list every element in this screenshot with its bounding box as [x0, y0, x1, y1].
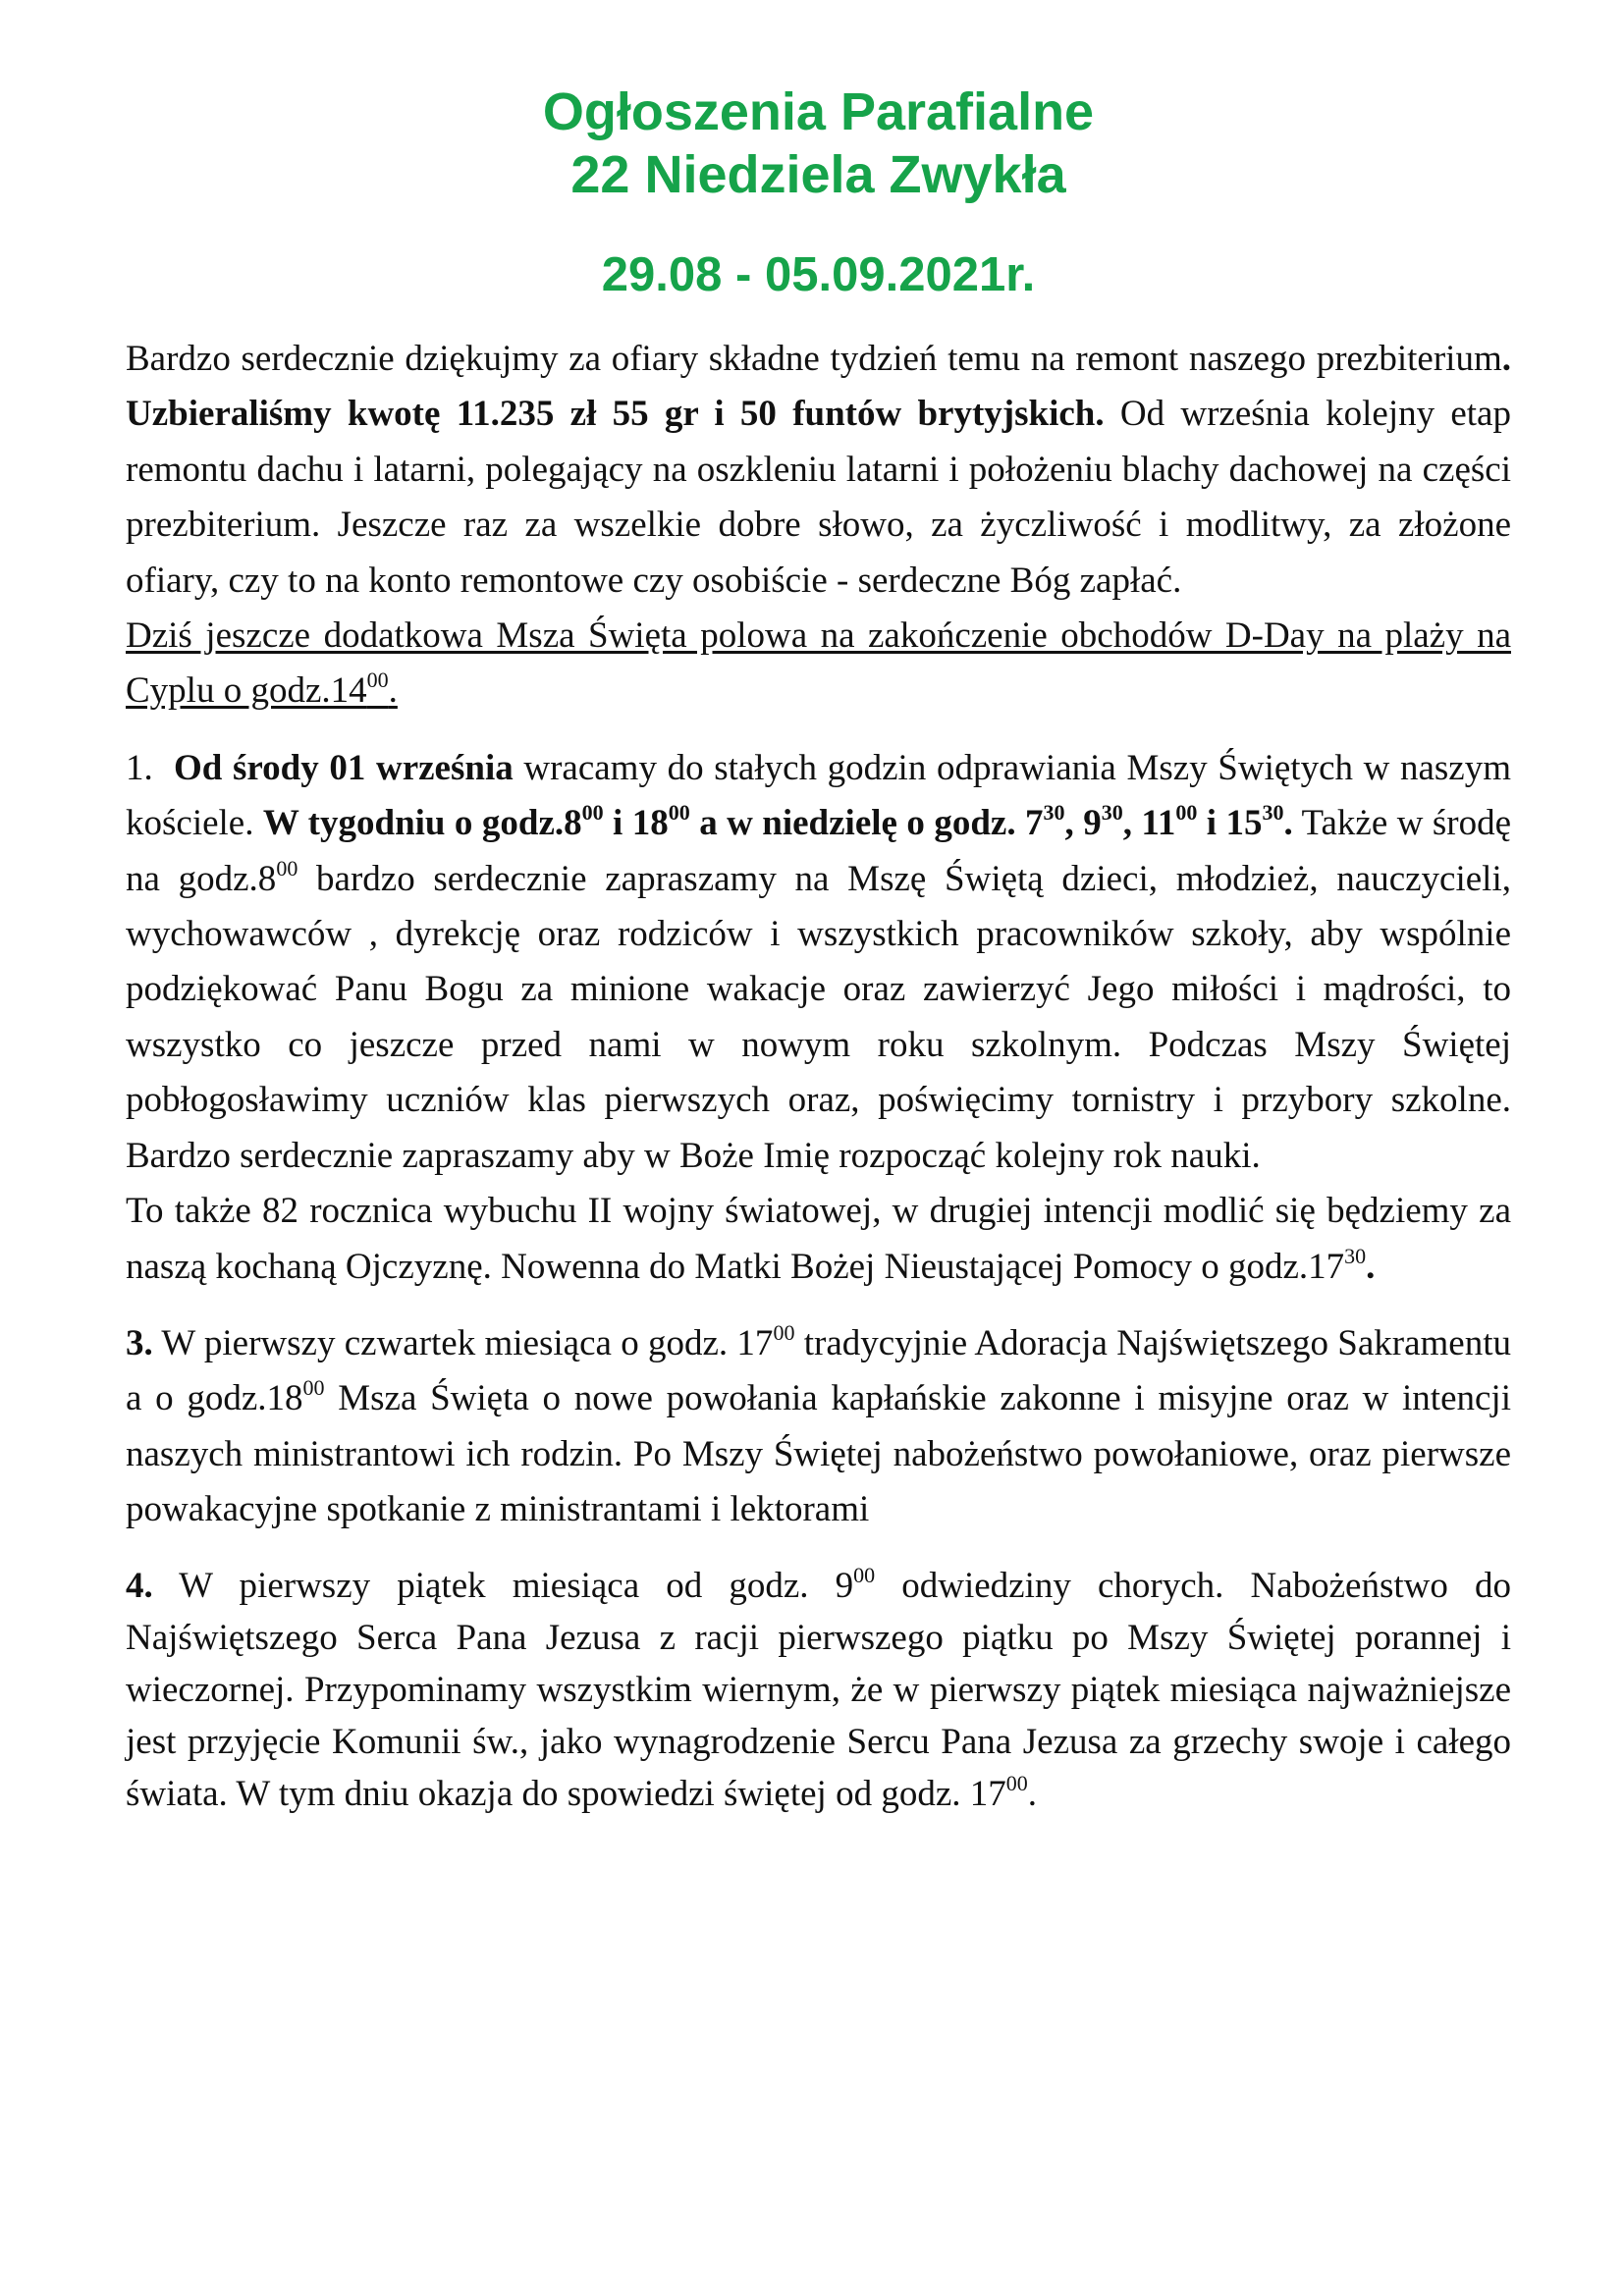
weekday-time-2: i 18 — [603, 803, 669, 844]
weekday-time-1: W tygodniu o godz.8 — [262, 803, 582, 844]
item-4-text-2: odwiedziny chorych. Nabożeństwo do Najświętszego Serca Pana Jezusa z racji pierwszego piątku po Mszy Świętej porannej i wieczornej. Przypominamy wszystkim wiernym, że w pierwszy piątek miesiąca najważniejsze jest przyjęcie Komunii św., jako wynagrodzenie Sercu Pana Jezusa za grzechy swoje i całego świata. W tym dniu okazja do spowiedzi świętej od godz. 17 — [126, 1565, 1511, 1814]
intro-text-1: Bardzo serdecznie dziękujmy za ofiary składne tydzień temu na remont naszego prezbiterium — [126, 339, 1502, 379]
page-subtitle: 22 Niedziela Zwykła — [570, 145, 1066, 204]
sup-1: 00 — [581, 800, 604, 826]
intro-text-2: Od września kolejny etap remontu dachu i latarni, polegający na oszkleniu latarni i położeniu blachy dachowej na części prezbiterium. Jeszcze raz za wszelkie dobre słowo, za życzliwość i modlitwy, za złożone ofiary, czy to na konto remontowe czy osobiście - serdeczne Bóg zapłać. — [126, 394, 1511, 601]
item-3-sup-1: 00 — [773, 1319, 795, 1345]
item-1b-sup: 30 — [1344, 1243, 1367, 1268]
intro-donation-amount: . Uzbieraliśmy kwotę 11.235 zł 55 gr i 50 funtów brytyjskich. — [126, 339, 1511, 435]
item-1-dot: . — [143, 747, 153, 788]
date-range: 29.08 - 05.09.2021r. — [601, 248, 1036, 301]
intro-paragraph — [126, 332, 1511, 609]
item-4-text-1: W pierwszy piątek miesiąca od godz. 9 — [152, 1565, 854, 1606]
mass-note-sup: 00 — [366, 667, 389, 693]
sup-4: 30 — [1101, 800, 1123, 826]
sup-6: 30 — [1262, 800, 1284, 826]
item-3-text-1: W pierwszy czwartek miesiąca o godz. 17 — [152, 1322, 774, 1363]
item-1b-text: To także 82 rocznica wybuchu II wojny światowej, w drugiej intencji modlić się będziemy za naszą kochaną Ojczyznę. Nowenna do Matki Bożej Nieustającej Pomocy o godz.17 — [126, 1191, 1511, 1287]
sup-5: 00 — [1175, 800, 1198, 826]
item-3-sup-2: 00 — [302, 1375, 325, 1401]
sup-2: 00 — [668, 800, 690, 826]
schedule-dot: . — [1283, 803, 1293, 844]
sunday-time-1: a w niedzielę o godz. 7 — [689, 803, 1044, 844]
item-4-sup-1: 00 — [853, 1562, 876, 1587]
item-1-sup-7: 00 — [276, 855, 298, 881]
sup-3: 30 — [1043, 800, 1065, 826]
item-3-number: 3. — [126, 1322, 153, 1363]
item-1-text-2: Także w środę na godz.8 — [126, 803, 1512, 899]
mass-note-paragraph — [126, 609, 1511, 720]
item-1-paragraph — [126, 741, 1511, 1184]
item-1-text-3: bardzo serdecznie zapraszamy na Mszę Świętą dzieci, młodzież, nauczycieli, wychowawców , dyrekcję oraz rodziców i wszystkich pracowników szkoły, aby wspólnie podziękować Panu Bogu za minione wakacje oraz zawierzyć Jego miłości i mądrości, to wszystko co jeszcze przed nami w nowym roku szkolnym. Podczas Mszy Świętej pobłogosławimy uczniów klas pierwszych oraz, poświęcimy tornistry i przybory szkolne. Bardzo serdecznie zapraszamy aby w Boże Imię rozpocząć kolejny rok nauki. — [126, 858, 1511, 1176]
item-3-text-3: Msza Święta o nowe powołania kapłańskie zakonne i misyjne oraz w intencji naszych ministrantowi ich rodzin. Po Mszy Świętej nabożeństwo powołaniowe, oraz pierwsze powakacyjne spotkanie z ministrantami i lektorami — [126, 1378, 1511, 1530]
mass-note-end: . — [388, 670, 398, 712]
item-3-paragraph — [126, 1316, 1511, 1538]
mass-note-text: Dziś jeszcze dodatkowa Msza Święta polowa na zakończenie obchodów D-Day na plaży na Cyplu o godz.14 — [126, 615, 1511, 712]
sunday-time-3: , 11 — [1122, 803, 1176, 844]
item-1b-paragraph — [126, 1184, 1511, 1295]
item-1-lead: Od środy 01 września — [174, 747, 514, 788]
item-1b-end: . — [1366, 1246, 1376, 1287]
item-4-sup-2: 00 — [1005, 1770, 1028, 1795]
mass-note-underlined — [126, 615, 1511, 711]
page-title: Ogłoszenia Parafialne — [542, 82, 1095, 141]
item-4-paragraph — [126, 1560, 1511, 1820]
sunday-time-4: i 15 — [1197, 803, 1263, 844]
item-4-number: 4. — [126, 1565, 153, 1606]
item-1-number: 1 — [126, 747, 144, 788]
item-1-text-1: wracamy do stałych godzin odprawiania Mszy Świętych w naszym kościele. — [126, 747, 1511, 844]
sunday-time-2: , 9 — [1064, 803, 1102, 844]
item-1-schedule — [262, 800, 1293, 844]
item-3-text-2: tradycyjnie Adoracja Najświętszego Sakramentu a o godz.18 — [126, 1322, 1512, 1419]
item-4-end: . — [1027, 1773, 1037, 1814]
